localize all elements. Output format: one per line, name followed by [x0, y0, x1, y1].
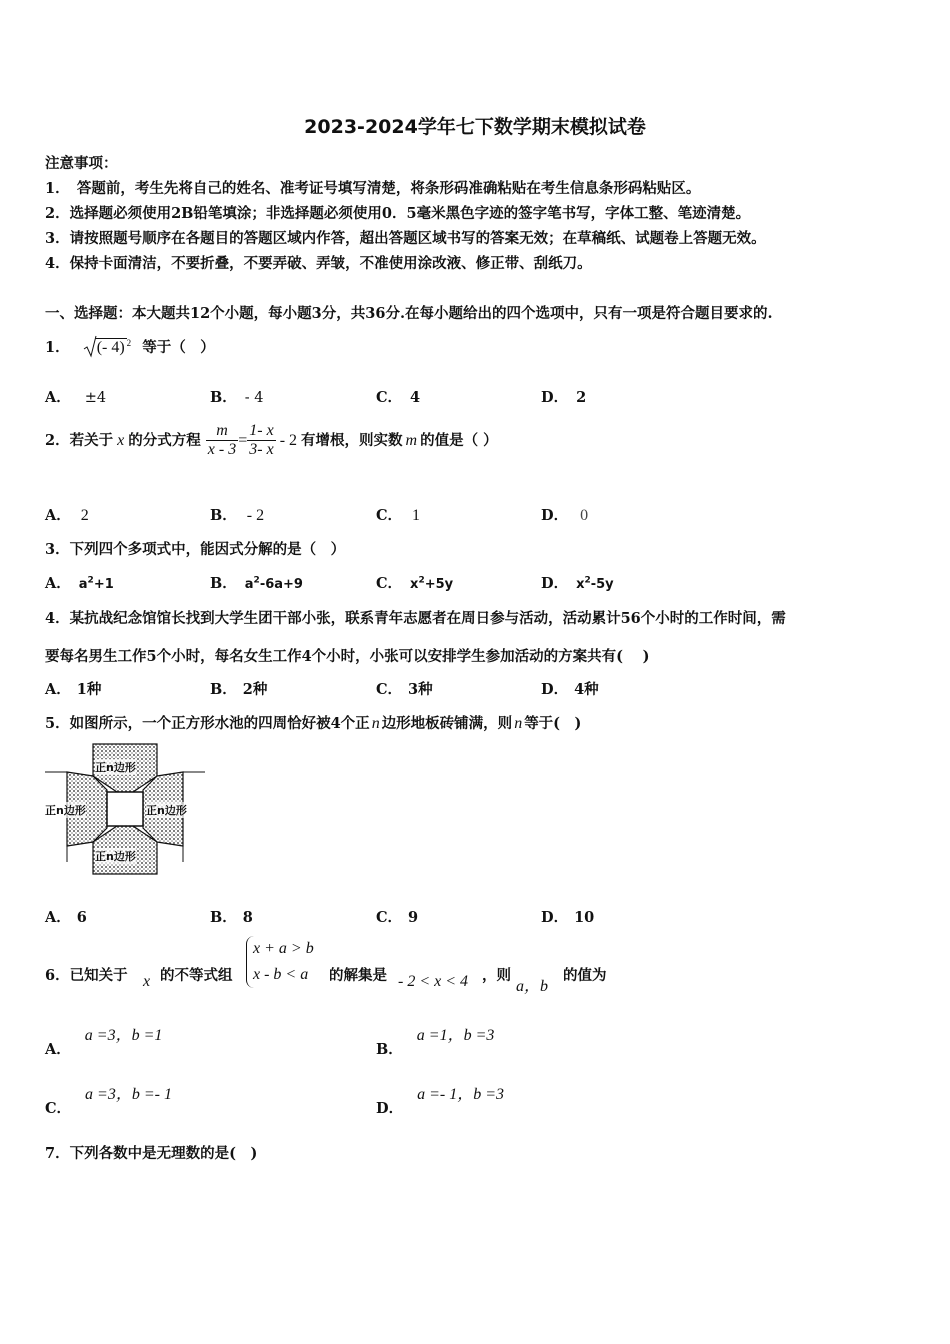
question-2	[45, 422, 498, 459]
notice-item-2: 2．选择题必须使用2B铅笔填涂；非选择题必须使用0．5毫米黑色字迹的签字笔书写，字体工整、笔迹清楚。	[45, 205, 751, 222]
q5-var-n: n	[371, 715, 380, 732]
q6-inequality-system	[246, 936, 314, 988]
notice-heading: 注意事项：	[45, 155, 118, 172]
q1-option-b[interactable]: B． - 4	[210, 389, 264, 406]
notice-item-3: 3．请按照题号顺序在各题目的答题区域内作答，超出答题区域书写的答案无效；在草稿纸、试题卷上答题无效。	[45, 230, 766, 247]
q3-option-a[interactable]: A． $a^2+1$	[45, 575, 114, 592]
q6-vars: a，b	[516, 978, 549, 995]
q2-number: 2．若关于	[45, 432, 114, 449]
q6-text4: ，则	[482, 967, 511, 984]
q6-var-x: x	[143, 973, 151, 990]
q3-option-d[interactable]: D． $x^2-5y$	[541, 575, 614, 592]
q2-fraction-2: $\frac{1- x}{3- x}$	[249, 422, 274, 458]
q5-option-c[interactable]: C． 9	[376, 909, 419, 926]
q2-fraction-1: $\frac{m}{x - 3}$	[207, 422, 237, 458]
question-1	[45, 336, 215, 357]
q6-option-a[interactable]: A．a =3，b =1	[45, 1027, 163, 1058]
q6-text1: 6．已知关于	[45, 967, 128, 984]
q1-option-d[interactable]: D． 2	[541, 389, 587, 406]
q5-option-d[interactable]: D． 10	[541, 909, 595, 926]
q5-text2: 边形地板砖铺满，则	[381, 715, 513, 732]
q5-var-n-2: n	[514, 715, 523, 732]
question-3: 3．下列四个多项式中，能因式分解的是（ ）	[45, 541, 346, 558]
q5-text1: 5．如图所示，一个正方形水池的四周恰好被4个正	[45, 715, 370, 732]
figure-label-bottom: 正n边形	[95, 850, 136, 863]
q2-option-c[interactable]: C． 1	[376, 507, 421, 524]
q4-option-d[interactable]: D． 4种	[541, 681, 599, 698]
q1-number: 1．	[45, 339, 70, 356]
q2-text3: 的值是（ ）	[420, 432, 498, 449]
q2-equals: =	[238, 432, 248, 449]
q1-option-c[interactable]: C． 4	[376, 389, 421, 406]
q4-option-a[interactable]: A． 1种	[45, 681, 102, 698]
q5-option-b[interactable]: B． 8	[210, 909, 253, 926]
q6-solution-set: - 2 < x < 4	[398, 973, 469, 990]
figure-label-top: 正n边形	[95, 761, 136, 774]
section-heading: 一、选择题：本大题共12个小题，每小题3分，共36分.在每小题给出的四个选项中，只有一项是符合题目要求的.	[45, 305, 773, 322]
q4-option-b[interactable]: B． 2种	[210, 681, 268, 698]
notice-item-1: 1． 答题前，考生先将自己的姓名、准考证号填写清楚，将条形码准确粘贴在考生信息条形码粘贴区。	[45, 180, 701, 197]
q2-option-a[interactable]: A． 2	[45, 507, 89, 524]
q6-option-d[interactable]: D．a =- 1，b =3	[376, 1086, 505, 1117]
q5-option-a[interactable]: A． 6	[45, 909, 87, 926]
q6-text3: 的解集是	[329, 967, 387, 984]
q1-radicand: (- 4)	[96, 339, 125, 356]
q6-option-b[interactable]: B．a =1，b =3	[376, 1027, 495, 1058]
page-title: 2023-2024学年七下数学期末模拟试卷	[304, 116, 646, 138]
q3-option-c[interactable]: C． $x^2+5y$	[376, 575, 454, 592]
question-4-line-2: 要每名男生工作5个小时，每名女生工作4个小时，小张可以安排学生参加活动的方案共有( )	[45, 648, 650, 665]
q6-option-c[interactable]: C．a =3，b =- 1	[45, 1086, 172, 1117]
q5-figure-pool-tiles	[45, 742, 210, 877]
q6-text2: 的不等式组	[160, 967, 233, 984]
q1-exponent: 2	[126, 337, 132, 348]
figure-label-left: 正n边形	[45, 804, 86, 817]
question-5	[45, 712, 581, 733]
q2-text2: 有增根，则实数	[301, 432, 403, 449]
q5-text3: 等于( )	[524, 715, 582, 732]
figure-label-right: 正n边形	[146, 804, 187, 817]
q2-minus-two: - 2	[279, 432, 298, 449]
q6-system-line-1: x + a > b	[253, 940, 314, 957]
question-4-line-1: 4．某抗战纪念馆馆长找到大学生团干部小张，联系青年志愿者在周日参与活动，活动累计56个小时的工作时间，需	[45, 610, 786, 627]
sqrt-sign-icon	[83, 335, 97, 359]
notice-item-4: 4．保持卡面清洁，不要折叠，不要弄破、弄皱，不准使用涂改液、修正带、刮纸刀。	[45, 255, 592, 272]
q2-text1: 的分式方程	[128, 432, 201, 449]
q1-text: 等于（ ）	[142, 339, 215, 356]
q2-option-b[interactable]: B． - 2	[210, 507, 265, 524]
q4-option-c[interactable]: C． 3种	[376, 681, 433, 698]
q3-option-b[interactable]: B． $a^2-6a+9$	[210, 575, 303, 592]
q6-system-line-2: x - b < a	[253, 966, 309, 983]
q2-option-d[interactable]: D． 0	[541, 507, 589, 524]
q2-var-m: m	[405, 432, 418, 449]
q2-var-x: x	[117, 432, 125, 449]
question-7: 7．下列各数中是无理数的是( )	[45, 1145, 258, 1162]
q1-sqrt-expression	[83, 338, 131, 357]
q6-text5: 的值为	[563, 967, 607, 984]
q1-option-a[interactable]: A． ±4	[45, 389, 107, 406]
